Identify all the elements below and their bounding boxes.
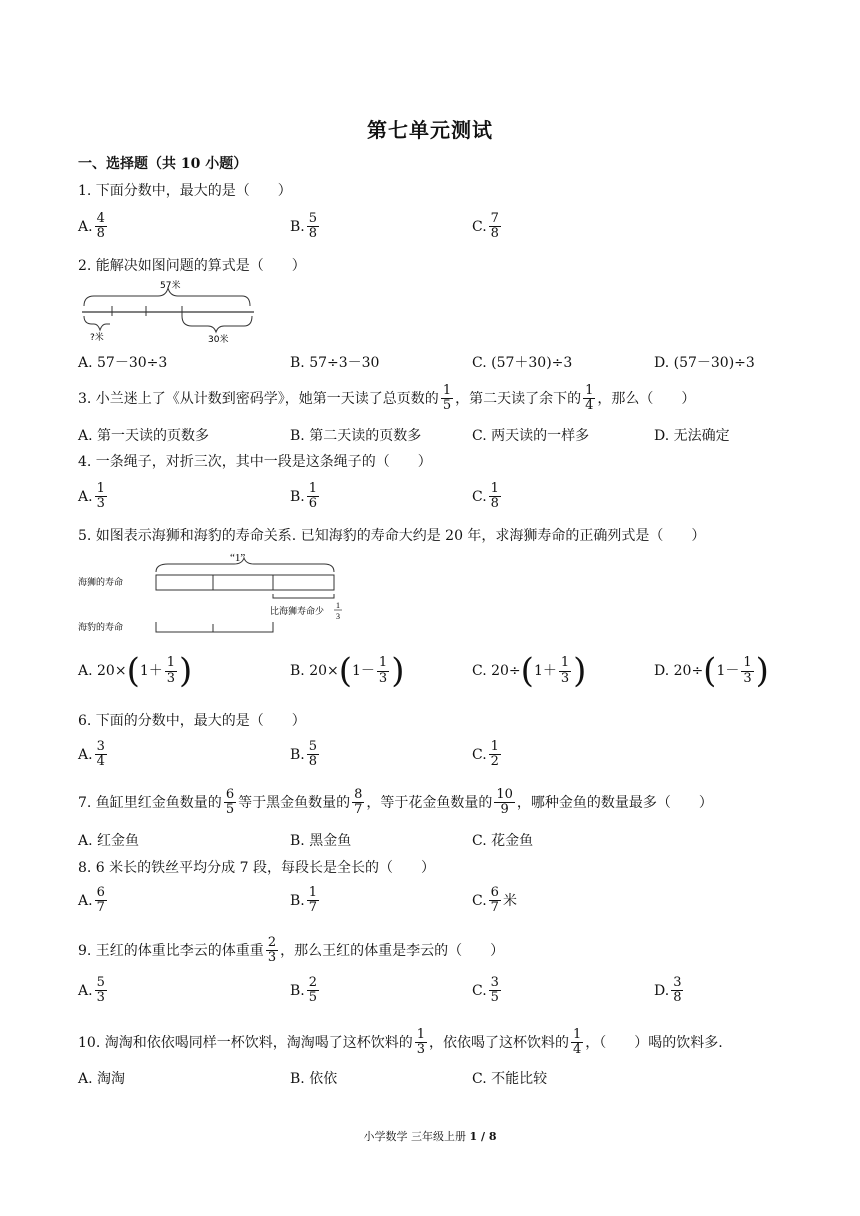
q5-unit-label: “1”: [230, 552, 246, 564]
q5-option-d[interactable]: D. 20÷(1－ $\frac{1}{3}$ ): [654, 651, 769, 691]
question-9: 9. 王红的体重比李云的体重重 $\frac{2}{3}$ ，那么王红的体重是李云的（ ）: [78, 935, 505, 966]
section-heading: 一、选择题（共 10 小题）: [78, 156, 248, 172]
q8-option-a[interactable]: A. $\frac{6}{7}$: [78, 885, 105, 916]
question-10: 10. 淘淘和依依喝同样一杯饮料，淘淘喝了这杯饮料的 $\frac{1}{3}$ ，依依喝了这杯饮料的 $\frac{1}{4}$ ，（ ）喝的饮料多.: [78, 1027, 723, 1058]
q4-option-c[interactable]: C. $\frac{1}{8}$: [472, 481, 499, 512]
q5-seal-label: 海豹的寿命: [78, 623, 124, 633]
q5-option-b[interactable]: B. 20×(1－ $\frac{1}{3}$ ): [290, 651, 405, 691]
question-4: 4. 一条绳子，对折三次，其中一段是这条绳子的（ ）: [78, 454, 432, 470]
question-7: 7. 鱼缸里红金鱼数量的 $\frac{6}{5}$ 等于黑金鱼数量的 $\frac{8}{7}$ ，等于花金鱼数量的 $\frac{10}{9}$ ，哪种金鱼的数量最多（ ）: [78, 787, 713, 818]
q1-option-b[interactable]: B. $\frac{5}{8}$: [290, 211, 318, 242]
q2-remainder-label: 30米: [208, 335, 229, 345]
q8-option-b[interactable]: B. $\frac{1}{7}$: [290, 885, 318, 916]
q10-option-b[interactable]: B. 依依: [290, 1071, 338, 1087]
q9-option-b[interactable]: B. $\frac{2}{5}$: [290, 975, 318, 1006]
question-3: 3. 小兰迷上了《从计数到密码学》，她第一天读了总页数的 $\frac{1}{5}$ ，第二天读了余下的 $\frac{1}{4}$ ，那么（ ）: [78, 383, 696, 414]
footer-text: 小学数学 三年级上册: [363, 1130, 470, 1143]
q5-option-a[interactable]: A. 20×(1＋ $\frac{1}{3}$ ): [78, 651, 193, 691]
q1-option-a[interactable]: A. $\frac{4}{8}$: [78, 211, 105, 242]
question-2: 2. 能解决如图问题的算式是（ ）: [78, 258, 306, 274]
q5-option-c[interactable]: C. 20÷(1＋ $\frac{1}{3}$ ): [472, 651, 587, 691]
q5-frac-den: 3: [336, 612, 340, 621]
q3-option-a[interactable]: A. 第一天读的页数多: [78, 428, 210, 444]
q2-option-a[interactable]: A. 57－30÷3: [78, 355, 168, 371]
q3-option-b[interactable]: B. 第二天读的页数多: [290, 428, 422, 444]
q5-less-label: 比海狮寿命少: [270, 607, 325, 617]
q6-option-b[interactable]: B. $\frac{5}{8}$: [290, 739, 318, 770]
q10-option-c[interactable]: C. 不能比较: [472, 1071, 548, 1087]
q9-option-d[interactable]: D. $\frac{3}{8}$: [654, 975, 682, 1006]
q7-option-c[interactable]: C. 花金鱼: [472, 833, 534, 849]
q4-option-b[interactable]: B. $\frac{1}{6}$: [290, 481, 318, 512]
question-5: 5. 如图表示海狮和海豹的寿命关系. 已知海豹的寿命大约是 20 年，求海狮寿命的正确列式是（ ）: [78, 528, 706, 544]
question-6: 6. 下面的分数中，最大的是（ ）: [78, 713, 306, 729]
q9-option-a[interactable]: A. $\frac{5}{3}$: [78, 975, 105, 1006]
q2-option-c[interactable]: C. (57＋30)÷3: [472, 355, 573, 371]
q7-option-a[interactable]: A. 红金鱼: [78, 833, 140, 849]
q5-diagram: [78, 548, 358, 638]
q2-option-d[interactable]: D. (57－30)÷3: [654, 355, 755, 371]
q1-option-c[interactable]: C. $\frac{7}{8}$: [472, 211, 499, 242]
q3-option-c[interactable]: C. 两天读的一样多: [472, 428, 590, 444]
q10-option-a[interactable]: A. 淘淘: [78, 1071, 126, 1087]
q2-total-label: 57米: [160, 281, 181, 291]
q4-option-a[interactable]: A. $\frac{1}{3}$: [78, 481, 105, 512]
question-1: 1. 下面分数中，最大的是（ ）: [78, 183, 292, 199]
q6-option-a[interactable]: A. $\frac{3}{4}$: [78, 739, 105, 770]
q2-diagram: [78, 276, 258, 348]
page-title: 第七单元测试: [367, 118, 493, 142]
page-footer: [0, 1128, 860, 1144]
q2-unknown-label: ?米: [90, 333, 104, 343]
q8-option-c[interactable]: C. $\frac{6}{7}$ 米: [472, 885, 517, 916]
q6-option-c[interactable]: C. $\frac{1}{2}$: [472, 739, 499, 770]
q9-option-c[interactable]: C. $\frac{3}{5}$: [472, 975, 499, 1006]
q5-lion-label: 海狮的寿命: [78, 578, 124, 588]
page-number: 1 / 8: [469, 1130, 497, 1143]
q2-option-b[interactable]: B. 57÷3－30: [290, 355, 380, 371]
q5-frac-num: 1: [336, 601, 340, 610]
question-8: 8. 6 米长的铁丝平均分成 7 段，每段长是全长的（ ）: [78, 860, 435, 876]
q3-option-d[interactable]: D. 无法确定: [654, 428, 730, 444]
q7-option-b[interactable]: B. 黑金鱼: [290, 833, 352, 849]
